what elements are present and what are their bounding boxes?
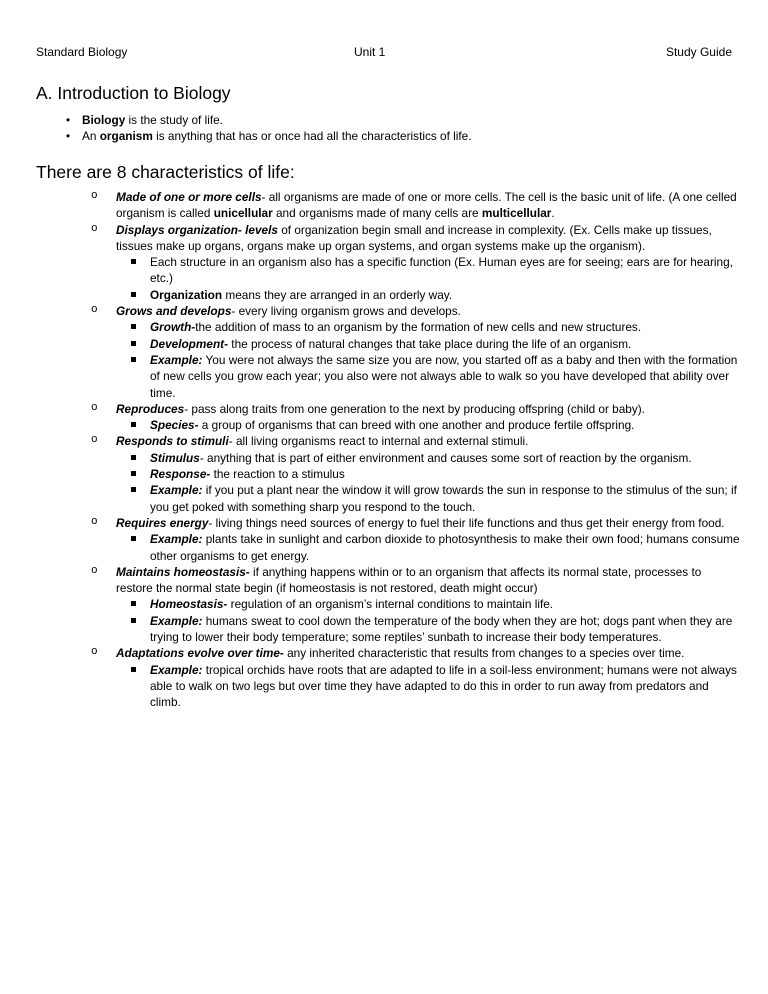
sub-text: the reaction to a stimulus [210,467,345,482]
sub-list [116,596,740,645]
characteristic-text: any inherited characteristic that results from changes to a species over time. [283,646,685,661]
term-organism: organism [99,129,153,143]
sub-text: - anything that is part of either environment and causes some sort of reaction by the organism. [199,450,692,465]
sub-list [116,450,740,515]
characteristic-text: and organisms made of many cells are [272,206,482,221]
sub-term: Stimulus [150,450,200,465]
sub-item [150,287,740,303]
characteristic-term: Reproduces [116,401,185,416]
sub-text: Each structure in an organism also has a specific function (Ex. Human eyes are for seeing; ears are for hearing, etc.) [150,255,733,286]
sub-item [150,254,740,287]
sub-term: Example: [150,483,203,498]
characteristic-text: if anything happens within or to an organism that affects its normal state, processes to restore the normal state begin (if homeostasis is not restored, death might occur) [116,564,702,596]
characteristic-cells [116,189,740,222]
characteristic-text: - all living organisms react to internal and external stimuli. [228,434,529,449]
sub-term: Example: [150,662,203,677]
sub-item [150,662,740,711]
sub-text: You were not always the same size you are now, you started off as a baby and then with the formation of new cells you grow each year; you also were not always able to walk so you have developed that ability over time. [150,352,738,400]
sub-item [150,319,740,335]
sub-text: the addition of mass to an organism by the formation of new cells and new structures. [195,320,642,335]
characteristic-responds [116,433,740,514]
sub-item [150,466,740,482]
characteristic-term: Adaptations evolve over time- [116,646,284,661]
section-a-heading: A. Introduction to Biology [36,83,231,103]
sub-term: Homeostasis- [150,597,228,612]
sub-list [116,254,740,303]
sub-term: Growth- [150,320,196,335]
header-unit: Unit 1 [354,45,386,59]
sub-text: a group of organisms that can breed with one another and produce fertile offspring. [198,418,635,433]
sub-term: Species- [150,418,199,433]
sub-text: the process of natural changes that take place during the life of an organism. [228,336,632,351]
characteristic-homeostasis [116,564,740,645]
characteristic-reproduces [116,401,740,434]
sub-item [150,336,740,352]
characteristic-energy [116,515,740,564]
characteristic-text: - every living organism grows and develops. [231,304,461,319]
term-multicellular: multicellular [481,206,552,221]
sub-item [150,352,740,401]
header-doc-type: Study Guide [665,45,732,59]
sub-text: if you put a plant near the window it will grow towards the sun in response to the stimulus of the sun; if you get poked with something sharp you respond to the touch. [150,483,737,514]
sub-item [150,417,740,433]
intro-bullet-organism [66,128,738,144]
characteristic-term: Responds to stimuli [116,434,229,449]
sub-term: Organization [150,287,223,302]
term-unicellular: unicellular [213,206,273,221]
characteristic-term: Maintains homeostasis- [116,564,250,579]
characteristic-text: of organization begin small and increase in complexity. (Ex. Cells make up tissues, tissues make up organs, organs make up organ systems, and organ systems make up the organism). [116,222,712,253]
sub-list [116,319,740,400]
sub-item [150,613,740,646]
characteristics-list [116,189,740,711]
sub-list [116,531,740,564]
header-course: Standard Biology [36,45,128,59]
sub-term: Response- [150,467,211,482]
term-biology: Biology [82,113,126,127]
characteristic-grows [116,303,740,401]
characteristic-text: - pass along traits from one generation to the next by producing offspring (child or baby). [184,401,645,416]
sub-term: Example: [150,613,203,628]
sub-text: regulation of an organism’s internal conditions to maintain life. [227,597,554,612]
definition-text: is anything that has or once had all the characteristics of life. [152,129,472,143]
characteristic-text: - living things need sources of energy to fuel their life functions and thus get their energy from food. [208,515,725,530]
sub-item [150,596,740,612]
sub-text: means they are arranged in an orderly way. [222,287,453,302]
sub-term: Example: [150,532,203,547]
sub-term: Development- [150,336,229,351]
sub-term: Example: [150,352,203,367]
characteristic-term: Displays organization- levels [116,222,278,237]
sub-list [116,662,740,711]
characteristic-term: Grows and develops [116,304,232,319]
characteristic-term: Requires energy [116,515,209,530]
sub-item [150,482,740,515]
lead-text: An [82,129,100,143]
characteristic-organization [116,222,740,303]
sub-text: plants take in sunlight and carbon dioxide to photosynthesis to make their own food; humans consume other organisms to get energy. [150,532,740,563]
characteristics-heading: There are 8 characteristics of life: [36,162,295,182]
sub-item [150,450,740,466]
intro-bullet-biology [66,112,738,128]
sub-item [150,531,740,564]
characteristic-text: - all organisms are made of one or more cells. The cell is the basic unit of life. (A one celled organism is called [116,190,737,221]
characteristic-adaptations [116,645,740,710]
characteristic-term: Made of one or more cells [116,190,262,204]
sub-list [116,417,740,433]
intro-list [66,112,738,144]
characteristic-text: . [551,206,555,221]
sub-text: humans sweat to cool down the temperature of the body when they are hot; dogs pant when they are trying to lower their body temperature; some reptiles’ sunbath to increase their body temperatures. [150,613,733,645]
definition-text: is the study of life. [125,113,223,127]
sub-text: tropical orchids have roots that are adapted to life in a soil-less environment; humans were not always able to walk on two legs but over time they have adapted to do this in order to run away from predators and climb. [150,662,737,710]
